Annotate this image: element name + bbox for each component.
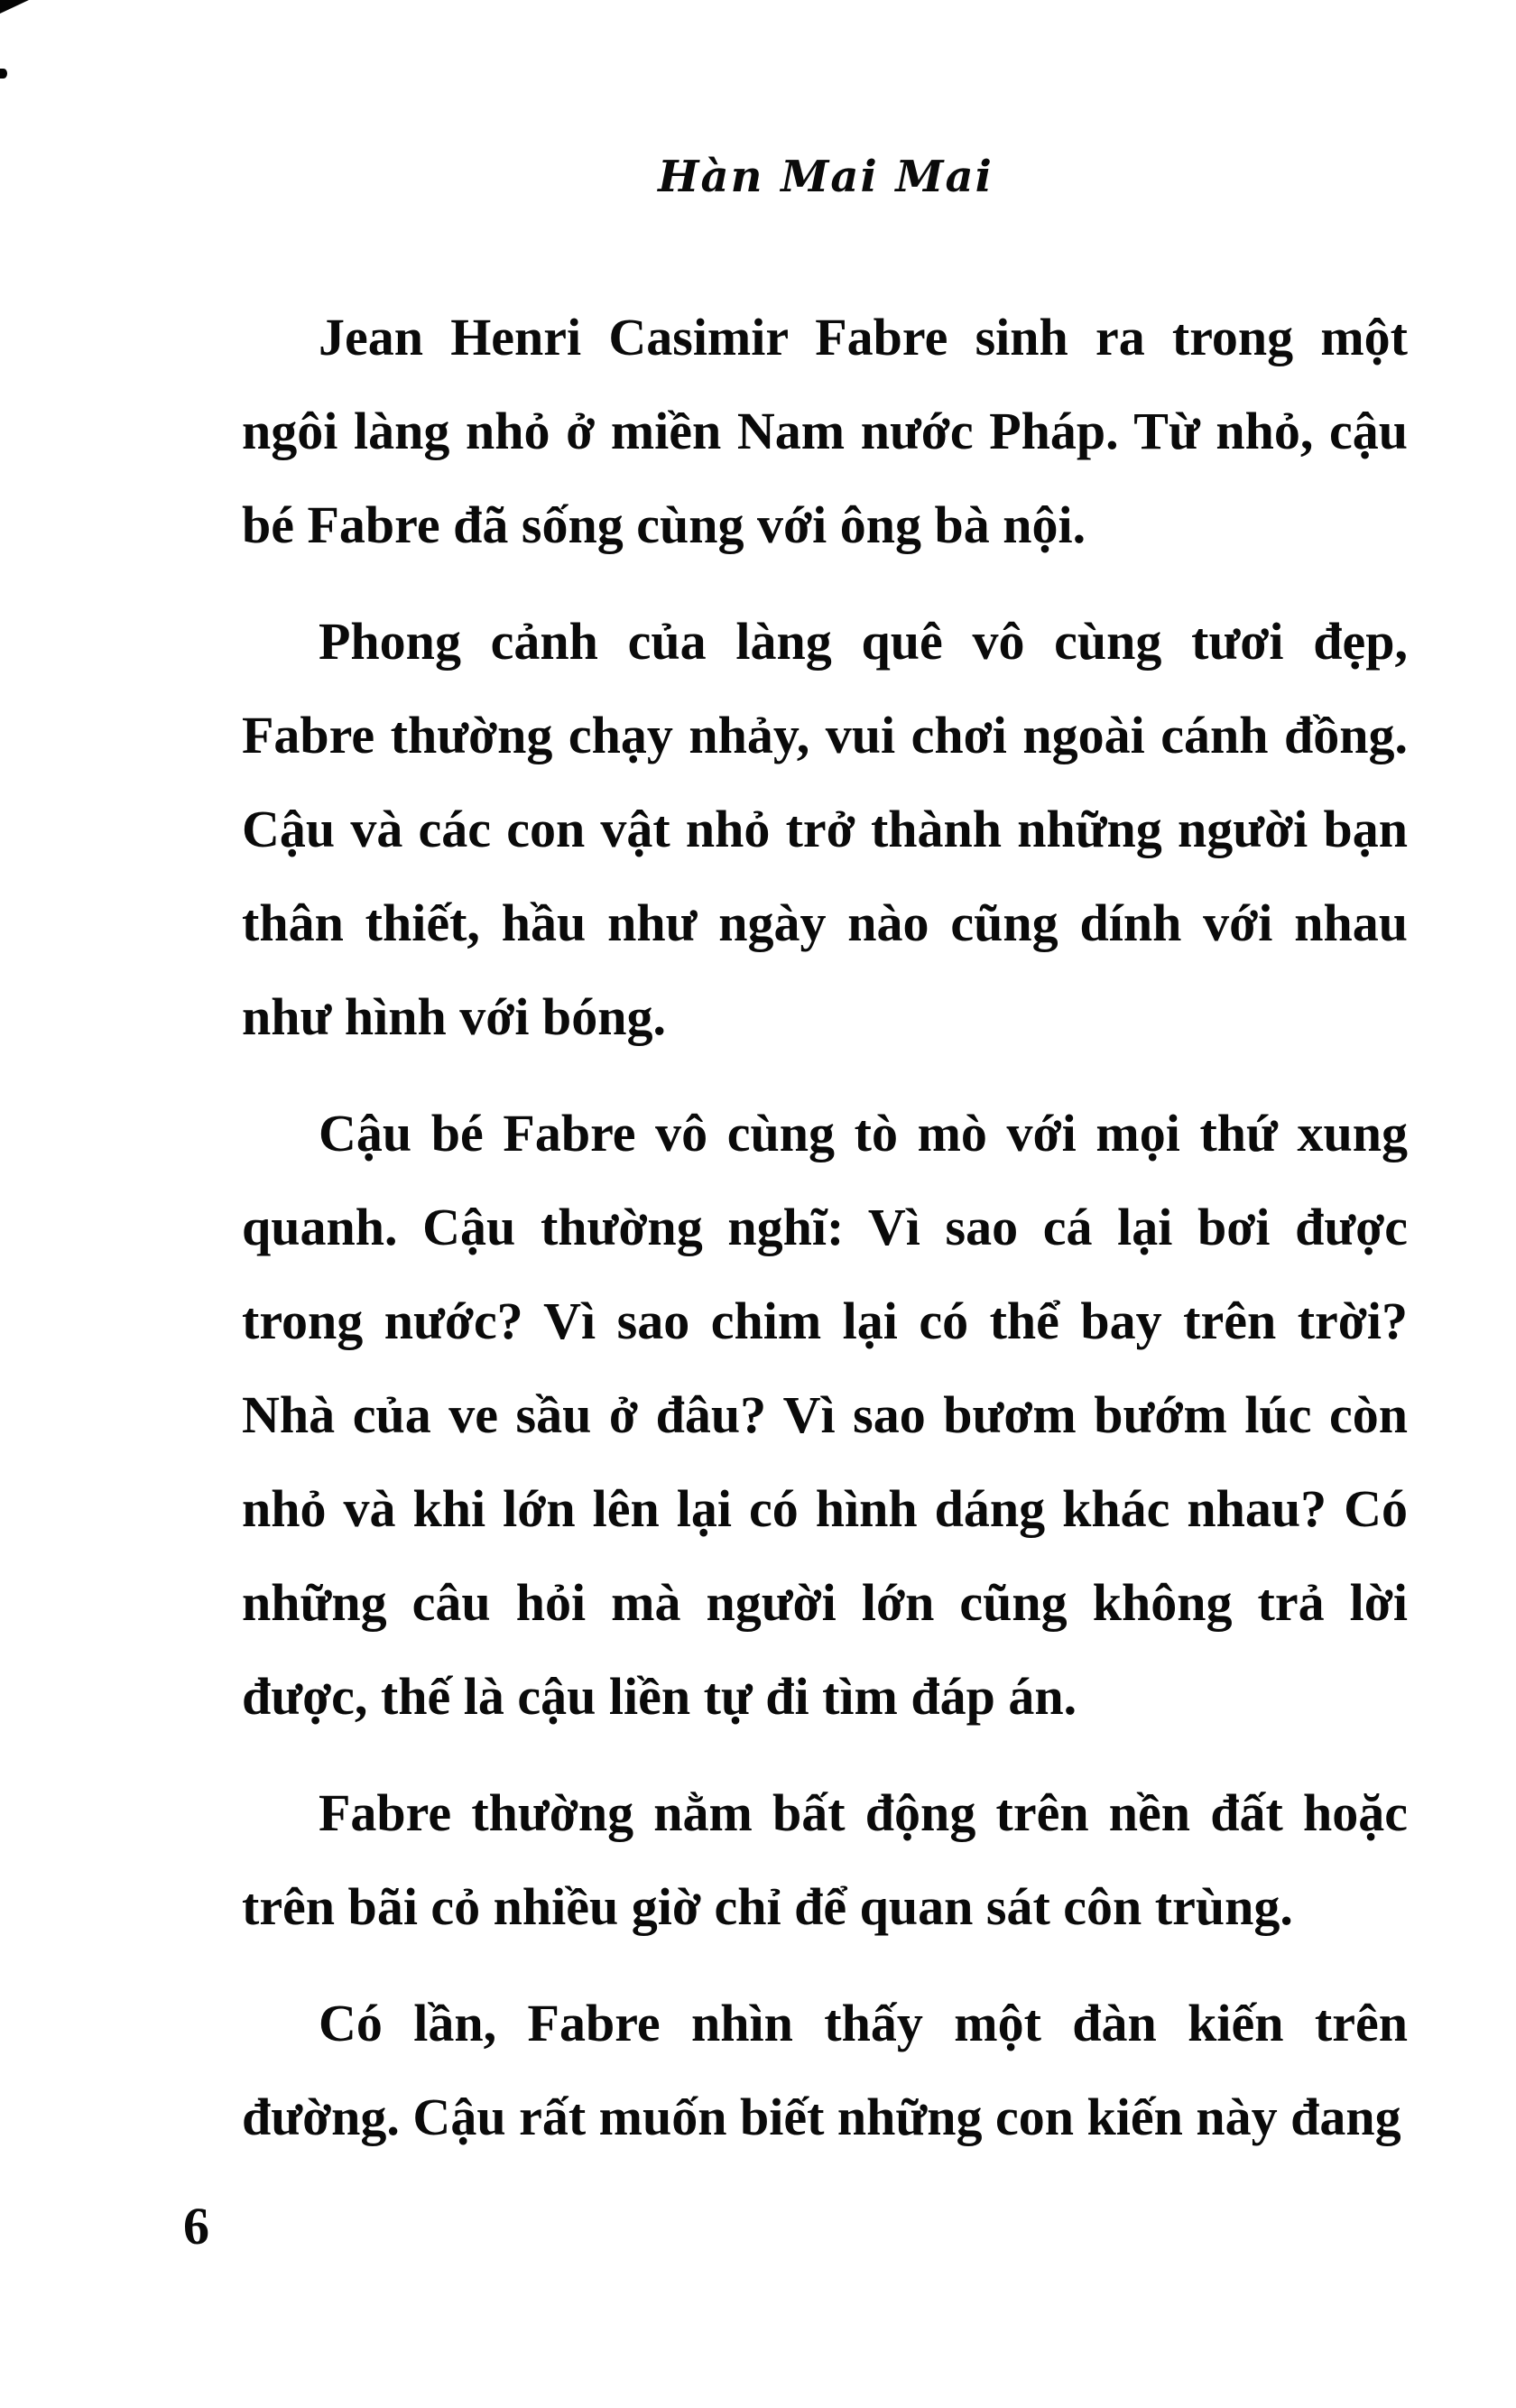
paragraph: Fabre thường nằm bất động trên nền đất hoặc trên bãi cỏ nhiều giờ chỉ để quan sát côn trùng. <box>242 1783 1408 1936</box>
scan-artifact-corner <box>0 0 29 14</box>
paragraph: Phong cảnh của làng quê vô cùng tươi đẹp, Fabre thường chạy nhảy, vui chơi ngoài cánh đồng. Cậu và các con vật nhỏ trở thành những người bạn thân thiết, hầu như ngày nào cũng dính với nhau như hình với bóng. <box>242 612 1408 1046</box>
paragraph: Jean Henri Casimir Fabre sinh ra trong một ngôi làng nhỏ ở miền Nam nước Pháp. Từ nhỏ, cậu bé Fabre đã sống cùng với ông bà nội. <box>242 308 1408 554</box>
page-number: 6 <box>183 2197 209 2255</box>
scan-artifact-edge <box>0 69 7 79</box>
paragraph: Có lần, Fabre nhìn thấy một đàn kiến trên đường. Cậu rất muốn biết những con kiến này đang <box>242 1994 1408 2146</box>
paragraph: Cậu bé Fabre vô cùng tò mò với mọi thứ xung quanh. Cậu thường nghĩ: Vì sao cá lại bơi được trong nước? Vì sao chim lại có thể bay trên trời? Nhà của ve sầu ở đâu? Vì sao bươm bướm lúc còn nhỏ và khi lớn lên lại có hình dáng khác nhau? Có những câu hỏi mà người lớn cũng không trả lời được, thế là cậu liền tự đi tìm đáp án. <box>242 1104 1408 1726</box>
author-name: Hàn Mai Mai <box>658 152 994 202</box>
text-block <box>242 291 1408 2164</box>
